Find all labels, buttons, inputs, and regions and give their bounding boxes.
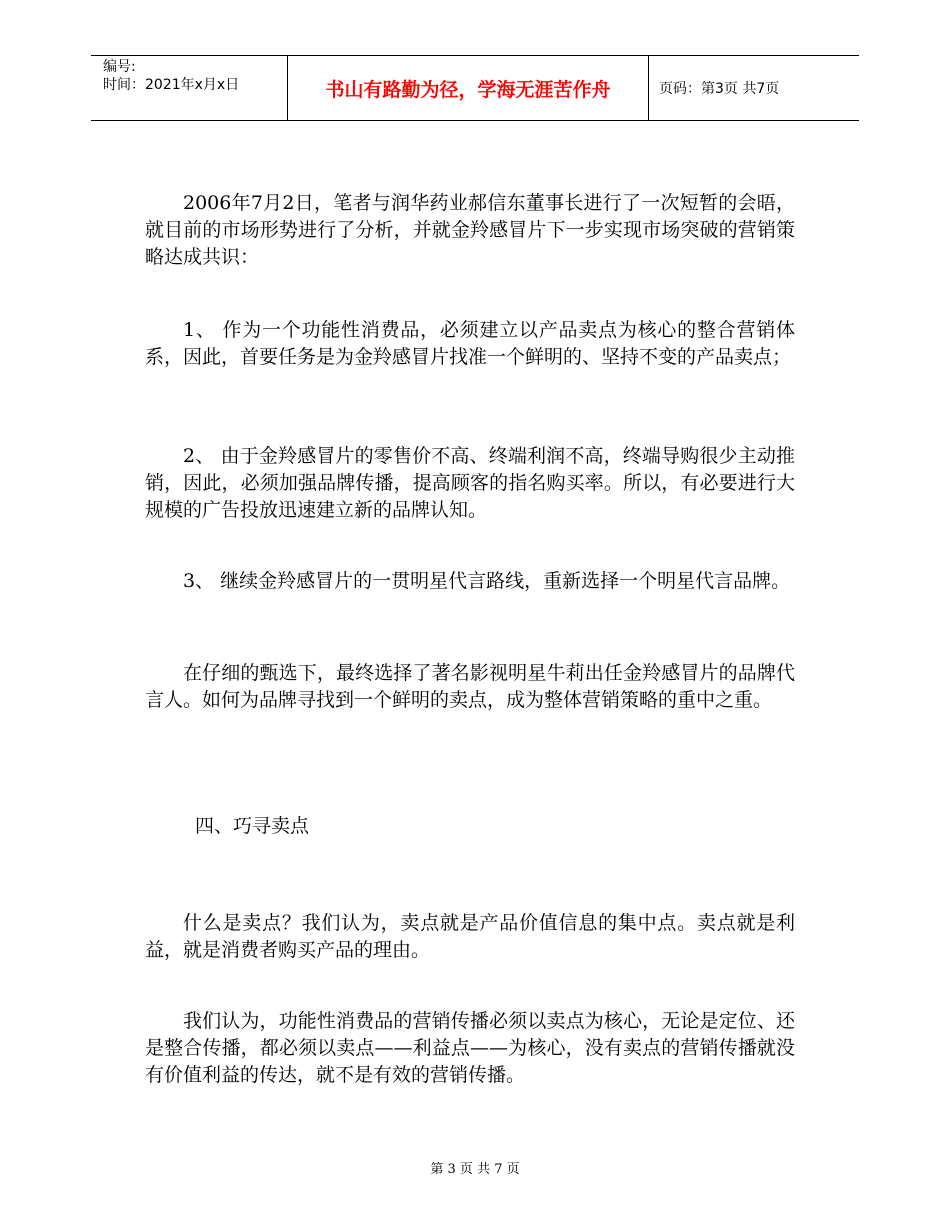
header-meta	[91, 56, 287, 120]
paragraph: 2、 由于金羚感冒片的零售价不高、终端利润不高，终端导购很少主动推销，因此，必须加强品牌传播，提高顾客的指名购买率。所以，有必要进行大规模的广告投放迅速建立新的品牌认知。	[145, 445, 795, 521]
paragraph: 1、 作为一个功能性消费品，必须建立以产品卖点为核心的整合营销体系，因此，首要任务是为金羚感冒片找准一个鲜明的、坚持不变的产品卖点；	[145, 319, 795, 368]
section-heading: 四、巧寻卖点	[195, 815, 310, 837]
paragraph: 我们认为，功能性消费品的营销传播必须以卖点为核心，无论是定位、还是整合传播，都必须以卖点——利益点——为核心，没有卖点的营销传播就没有价值利益的传达，就不是有效的营销传播。	[145, 1010, 795, 1086]
header-number-label: 编号:	[103, 59, 136, 75]
paragraph: 3、 继续金羚感冒片的一贯明星代言路线，重新选择一个明星代言品牌。	[183, 570, 791, 592]
paragraph: 2006年7月2日，笔者与润华药业郝信东董事长进行了一次短暂的会晤，就目前的市场形势进行了分析，并就金羚感冒片下一步实现市场突破的营销策略达成共识：	[145, 192, 795, 268]
header-motto: 书山有路勤为径，学海无涯苦作舟	[287, 56, 649, 120]
page-footer: 第 3 页 共 7 页	[430, 1162, 520, 1177]
paragraph: 什么是卖点？我们认为，卖点就是产品价值信息的集中点。卖点就是利益，就是消费者购买产品的理由。	[145, 912, 795, 961]
header-time-label: 时间：2021年x月x日	[103, 77, 240, 93]
paragraph: 在仔细的甄选下，最终选择了著名影视明星牛莉出任金羚感冒片的品牌代言人。如何为品牌寻找到一个鲜明的卖点，成为整体营销策略的重中之重。	[145, 662, 795, 711]
header-page-info: 页码：第3页 共7页	[659, 81, 780, 97]
page-header	[91, 55, 859, 121]
